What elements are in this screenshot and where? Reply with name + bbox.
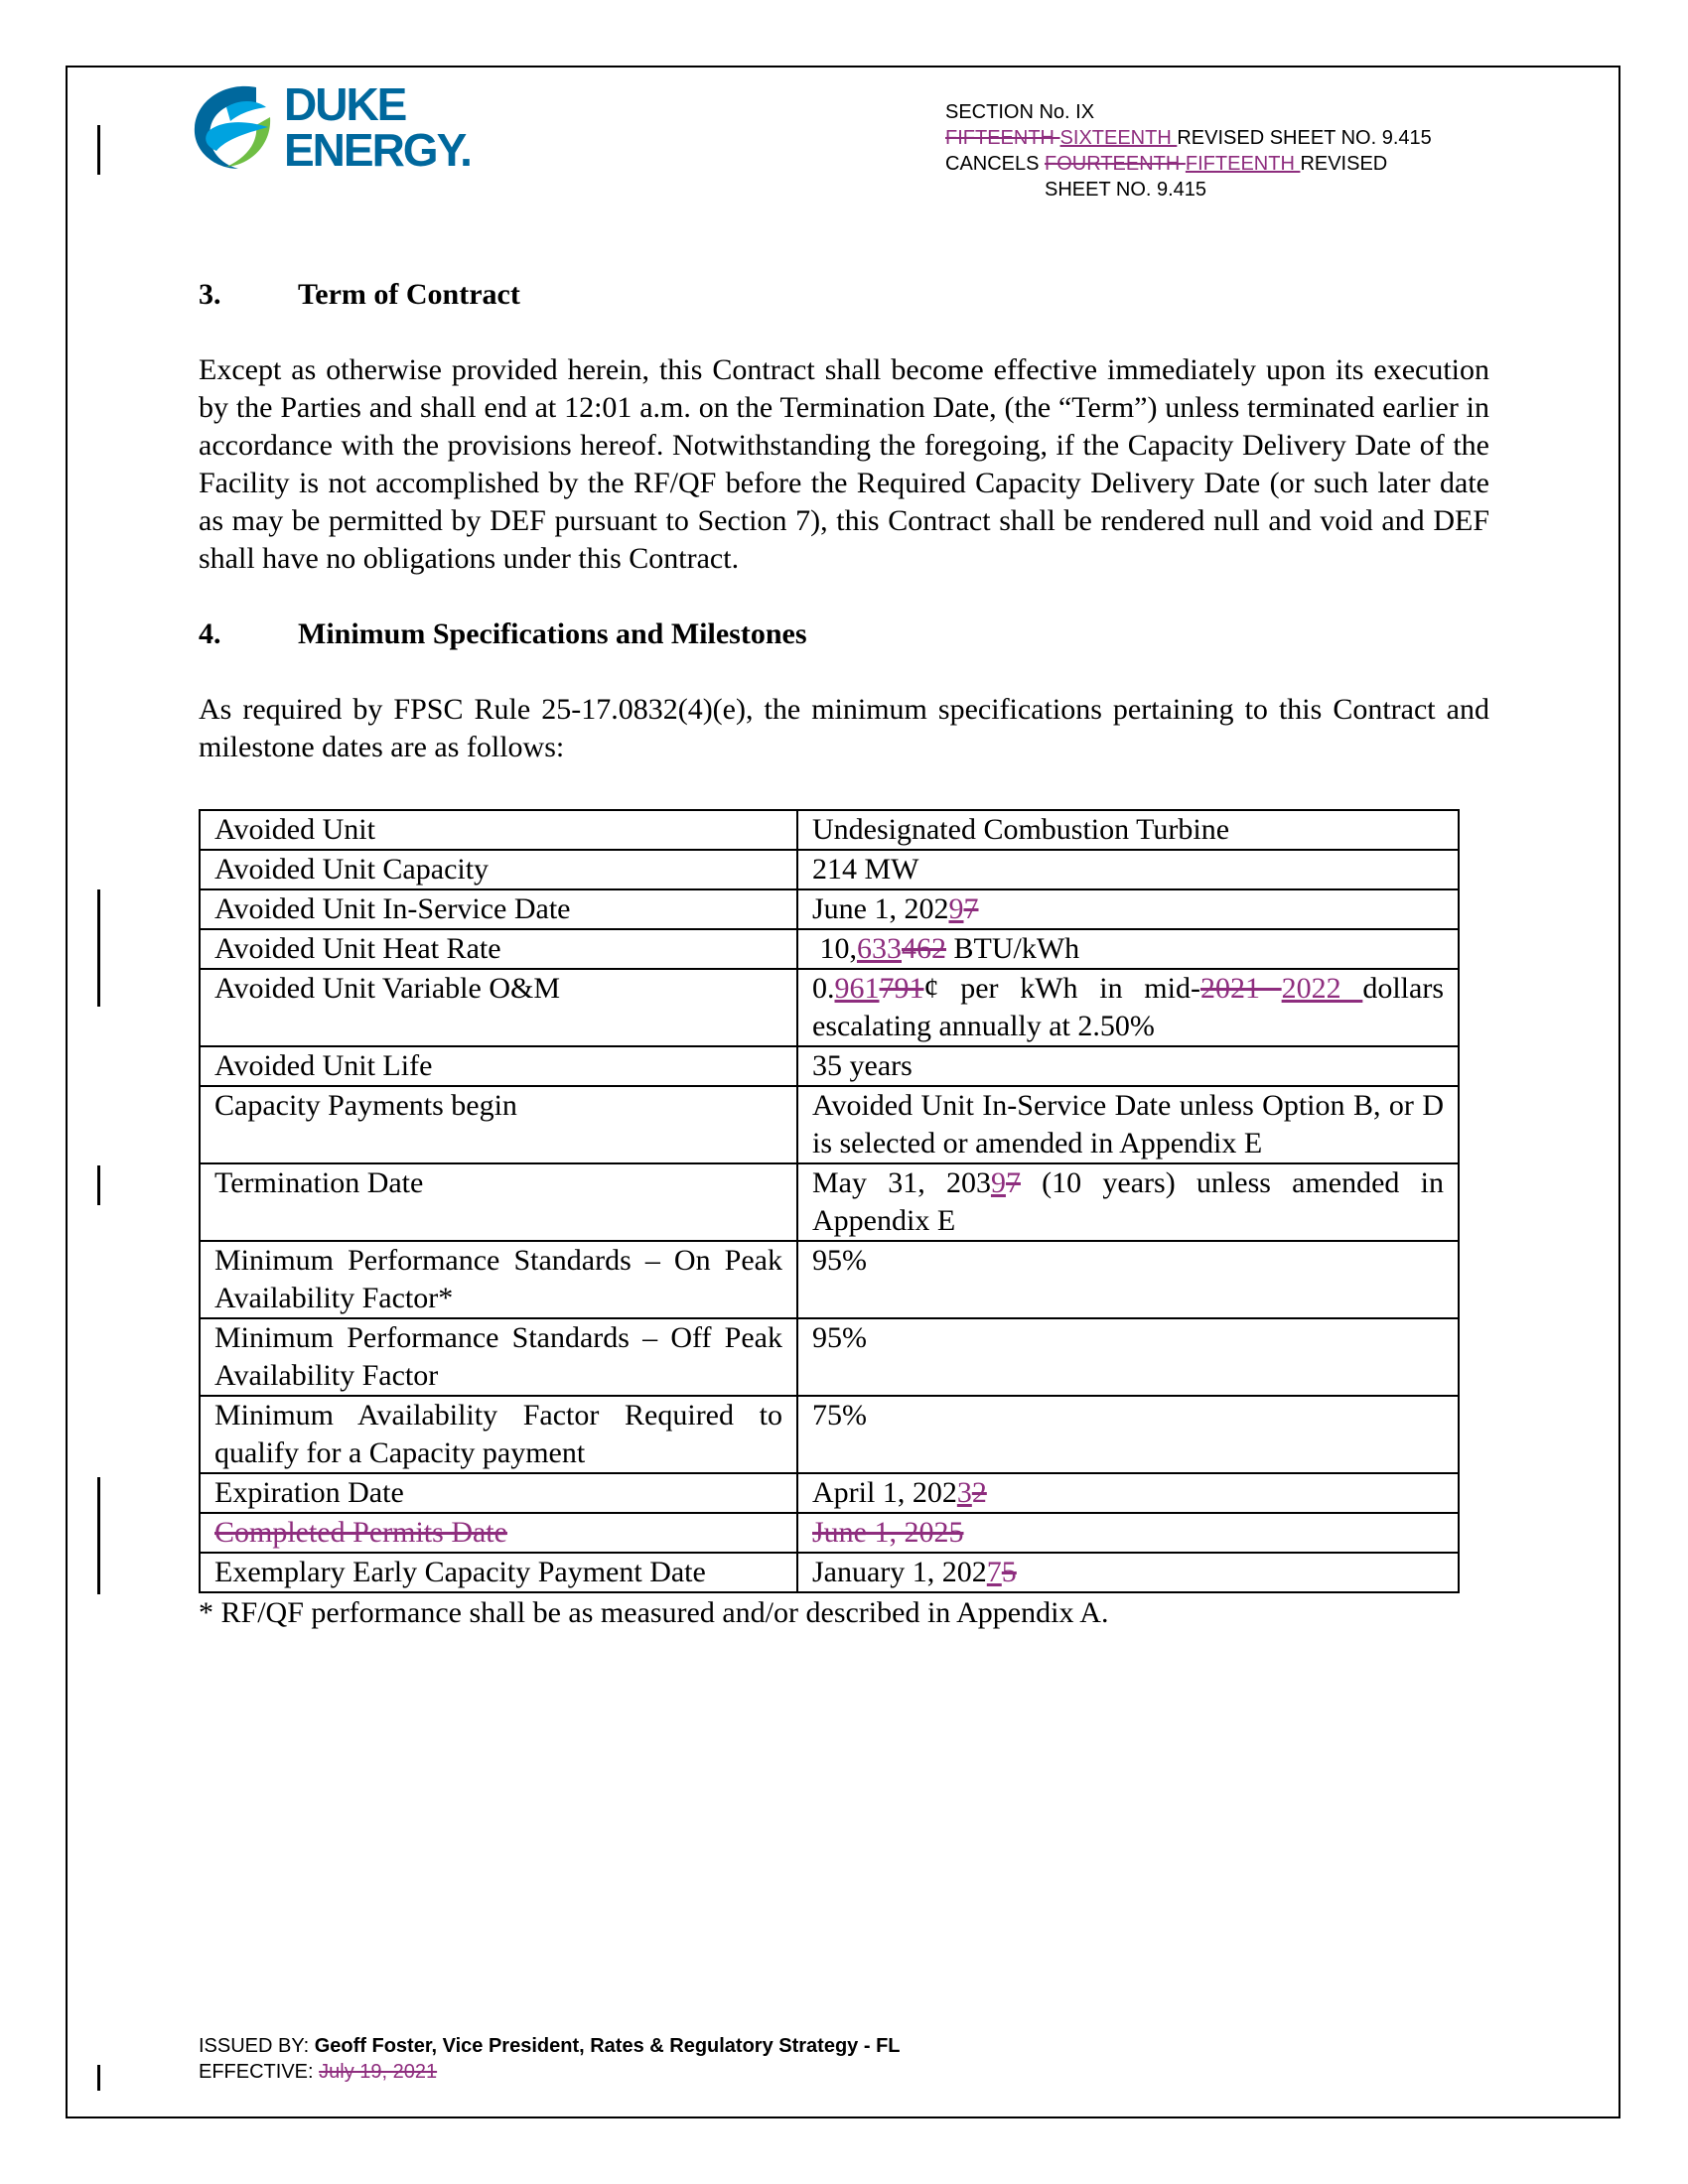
- section-title: Term of Contract: [298, 278, 520, 311]
- table-cell-label: Avoided Unit Variable O&M: [200, 969, 797, 1046]
- deleted-text: 791: [879, 972, 924, 1005]
- table-cell-value: [797, 1473, 1459, 1513]
- specifications-table: [199, 809, 1460, 1593]
- section-number: SECTION No. IX: [945, 101, 1095, 123]
- table-row: [200, 1163, 1459, 1241]
- section-title: Minimum Specifications and Milestones: [298, 617, 807, 650]
- deleted-text: 2: [971, 1476, 987, 1509]
- value-text: (10 years) unless amended in Appendix E: [812, 1166, 1444, 1237]
- table-cell-label: Capacity Payments begin: [200, 1086, 797, 1163]
- duke-energy-logo: [187, 77, 485, 187]
- table-cell-label: Termination Date: [200, 1163, 797, 1241]
- table-row: [200, 889, 1459, 929]
- table-cell-label: Avoided Unit In-Service Date: [200, 889, 797, 929]
- table-cell-label: Minimum Performance Standards – Off Peak Availability Factor: [200, 1318, 797, 1396]
- paragraph: As required by FPSC Rule 25-17.0832(4)(e), the minimum specifications pertaining to this Contract and milestone dates are as follows:: [199, 693, 1489, 763]
- value-text: 10,: [812, 932, 857, 965]
- logo-line-duke: DUKE: [284, 78, 406, 130]
- deleted-text: FOURTEENTH: [1045, 153, 1186, 175]
- change-bar: [97, 889, 100, 1007]
- table-cell-label: Expiration Date: [200, 1473, 797, 1513]
- table-cell-value: 214 MW: [797, 850, 1459, 889]
- cancels-text: REVISED: [1300, 153, 1388, 175]
- table-row: [200, 1473, 1459, 1513]
- change-bar: [97, 2065, 100, 2091]
- table-row: [200, 929, 1459, 969]
- table-cell-value: Undesignated Combustion Turbine: [797, 810, 1459, 850]
- footer: [199, 2033, 901, 2085]
- effective-line: [199, 2059, 901, 2085]
- table-row: [200, 969, 1459, 1046]
- change-bar: [97, 1477, 100, 1594]
- value-text: May 31, 203: [812, 1166, 991, 1199]
- table-cell-label: Minimum Availability Factor Required to qualify for a Capacity payment: [200, 1396, 797, 1473]
- cancels-line: [945, 151, 1432, 177]
- value-text: dollars escalating annually at 2.50%: [812, 972, 1444, 1042]
- issued-by-name: Geoff Foster, Vice President, Rates & Regulatory Strategy - FL: [314, 2035, 901, 2057]
- logo-line-energy: ENERGY.: [284, 124, 471, 176]
- change-bar: [97, 1165, 100, 1205]
- table-cell-value: 75%: [797, 1396, 1459, 1473]
- deleted-text: 7: [1005, 1166, 1021, 1199]
- table-cell-value: June 1, 2025: [797, 1513, 1459, 1553]
- cancels-label: CANCELS: [945, 153, 1046, 175]
- inserted-text: 961: [834, 972, 880, 1005]
- value-text: June 1, 202: [812, 892, 949, 925]
- table-cell-label: Avoided Unit Capacity: [200, 850, 797, 889]
- issued-by-line: [199, 2033, 901, 2059]
- table-row: [200, 1086, 1459, 1163]
- section-number: 4.: [199, 617, 221, 650]
- paragraph: Except as otherwise provided herein, this Contract shall become effective immediately upon its execution by the Parties and shall end at 12:01 a.m. on the Termination Date, (the “Term”) unless terminated earlier in accordance with the provisions hereof. Notwithstanding the foregoing, if the Capacity Delivery Date of the Facility is not accomplished by the RF/QF before the Required Capacity Delivery Date (or such later date as may be permitted by DEF pursuant to Section 7), this Contract shall be rendered null and void and DEF shall have no obligations under this Contract.: [199, 353, 1489, 575]
- table-cell-value: [797, 1163, 1459, 1241]
- table-cell-label: Avoided Unit Life: [200, 1046, 797, 1086]
- table-row: [200, 1318, 1459, 1396]
- deleted-text: 7: [963, 892, 979, 925]
- table-row: [200, 1046, 1459, 1086]
- table-row: [200, 1553, 1459, 1592]
- value-text: April 1, 202: [812, 1476, 957, 1509]
- value-text: 0.: [812, 972, 835, 1005]
- table-cell-label: Minimum Performance Standards – On Peak Availability Factor*: [200, 1241, 797, 1318]
- table-cell-label: Completed Permits Date: [200, 1513, 797, 1553]
- effective-label: EFFECTIVE:: [199, 2061, 320, 2083]
- deleted-text: FIFTEENTH: [945, 127, 1060, 149]
- table-cell-value: [797, 1553, 1459, 1592]
- inserted-text: FIFTEENTH: [1185, 153, 1301, 175]
- table-cell-value: 95%: [797, 1318, 1459, 1396]
- issued-by-label: ISSUED BY:: [199, 2035, 315, 2057]
- deleted-text: 462: [902, 932, 946, 965]
- deleted-text: 2021: [1199, 972, 1282, 1005]
- table-row: [200, 1513, 1459, 1553]
- revised-sheet-text: REVISED SHEET NO. 9.415: [1177, 127, 1432, 149]
- table-cell-label: Avoided Unit: [200, 810, 797, 850]
- section-number: 3.: [199, 278, 221, 311]
- table-row: [200, 810, 1459, 850]
- deleted-text: July 19, 2021: [319, 2061, 438, 2083]
- table-row: [200, 1241, 1459, 1318]
- inserted-text: 9: [990, 1166, 1006, 1199]
- table-cell-value: Avoided Unit In-Service Date unless Option B, or D is selected or amended in Appendix E: [797, 1086, 1459, 1163]
- value-text: BTU/kWh: [946, 932, 1080, 965]
- table-cell-label: Avoided Unit Heat Rate: [200, 929, 797, 969]
- inserted-text: 2022: [1281, 972, 1363, 1005]
- table-row: [200, 1396, 1459, 1473]
- inserted-text: 7: [986, 1556, 1002, 1588]
- inserted-text: 9: [948, 892, 964, 925]
- value-text: ¢ per kWh in mid-: [923, 972, 1200, 1005]
- duke-energy-logo-mark-icon: [187, 77, 278, 177]
- inserted-text: SIXTEENTH: [1059, 127, 1178, 149]
- inserted-text: 3: [956, 1476, 972, 1509]
- logo-text: [284, 78, 471, 176]
- deleted-text: 5: [1001, 1556, 1017, 1588]
- table-cell-label: Exemplary Early Capacity Payment Date: [200, 1553, 797, 1592]
- revised-sheet-line: [945, 125, 1432, 151]
- table-cell-value: [797, 969, 1459, 1046]
- table-cell-value: [797, 929, 1459, 969]
- table-cell-value: 35 years: [797, 1046, 1459, 1086]
- table-footnote: * RF/QF performance shall be as measured and/or described in Appendix A.: [199, 1596, 1109, 1629]
- inserted-text: 633: [857, 932, 902, 965]
- section-heading: [199, 276, 1489, 314]
- sheet-header: [945, 99, 1432, 203]
- table-row: [200, 850, 1459, 889]
- section-heading: [199, 615, 1489, 653]
- change-bar: [97, 125, 100, 175]
- table-cell-value: [797, 889, 1459, 929]
- value-text: January 1, 202: [812, 1556, 987, 1588]
- sheet-number-line: SHEET NO. 9.415: [1045, 179, 1207, 201]
- document-body: [199, 276, 1489, 804]
- table-cell-value: 95%: [797, 1241, 1459, 1318]
